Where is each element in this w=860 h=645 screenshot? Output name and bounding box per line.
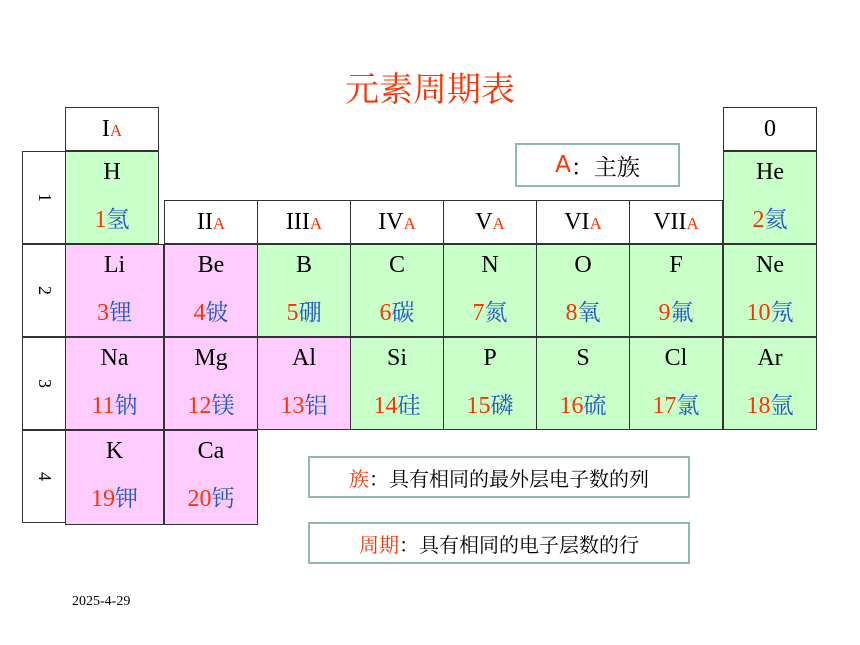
element-cell-ca [164,430,258,525]
group-suffix: A [309,214,323,233]
slide-date: 2025-4-29 [72,594,131,609]
atomic-number: 1 [94,207,107,233]
element-symbol: Ar [757,345,783,371]
period-label-4: 4 [22,430,66,523]
atomic-number: 2 [752,207,765,233]
atomic-number: 4 [193,300,206,326]
definition-text: ：具有相同的电子层数的行 [399,532,639,557]
element-cell-s [536,337,630,430]
group-roman: II [196,208,213,235]
element-symbol: N [481,252,499,278]
element-symbol: H [103,159,121,185]
element-symbol: Mg [194,345,228,371]
element-symbol: Cl [664,345,688,371]
period-label-2: 2 [22,244,66,337]
group-suffix: A [589,214,602,233]
group-header-2a [164,200,258,244]
period-label-3: 3 [22,337,66,430]
group-roman: V [475,208,493,235]
atomic-number: 3 [97,300,109,326]
group-header-6a [536,200,630,244]
element-name: 钙 [211,486,235,512]
group-header-0 [723,107,817,151]
element-symbol: He [756,159,784,185]
group-roman: I [101,115,110,142]
atomic-number: 14 [373,393,398,419]
element-symbol: Na [100,345,129,371]
definition-term: 族 [349,466,369,491]
atomic-number: 13 [280,393,305,419]
atomic-number: 8 [565,300,578,326]
atomic-number: 9 [658,300,671,326]
element-name: 氧 [577,300,601,326]
element-cell-he [723,151,817,244]
element-symbol: Be [197,252,225,278]
element-cell-si [350,337,444,430]
group-header-7a [629,200,723,244]
element-cell-c [350,244,444,337]
element-cell-n [443,244,537,337]
element-cell-o [536,244,630,337]
element-symbol: B [295,252,312,278]
element-symbol: Li [103,252,126,278]
element-cell-f [629,244,723,337]
element-cell-li [65,244,164,337]
group-suffix: A [212,214,226,233]
period-definition-box [308,522,690,564]
element-name: 氢 [106,207,130,233]
element-symbol: Ne [756,252,784,278]
legend-text: ：主族 [570,154,640,181]
element-name: 氮 [484,300,508,326]
group-suffix: A [403,214,416,233]
element-cell-ar [723,337,817,430]
element-name: 钾 [115,486,138,512]
element-name: 钠 [114,393,138,419]
element-symbol: K [105,438,124,464]
element-name: 硼 [298,300,322,326]
element-name: 磷 [490,393,514,419]
element-name: 氩 [770,393,794,419]
definition-term: 周期 [359,532,399,557]
element-cell-b [257,244,351,337]
period-label-1: 1 [22,151,66,244]
legend-key: A [555,152,571,178]
atomic-number: 6 [379,300,392,326]
atomic-number: 11 [91,393,115,419]
element-name: 镁 [211,393,235,419]
atomic-number: 15 [466,393,491,419]
atomic-number: 5 [286,300,299,326]
group-header-3a [257,200,351,244]
atomic-number: 18 [746,393,771,419]
group-roman: 0 [764,115,776,142]
element-name: 铍 [205,300,229,326]
element-cell-cl [629,337,723,430]
atomic-number: 7 [472,300,485,326]
element-symbol: F [669,252,683,278]
element-name: 碳 [391,300,415,326]
element-symbol: Ca [197,438,225,464]
element-name: 氦 [764,207,788,233]
atomic-number: 16 [559,393,584,419]
element-cell-be [164,244,258,337]
element-cell-na [65,337,164,430]
element-name: 硅 [397,393,421,419]
element-cell-al [257,337,351,430]
element-name: 氟 [670,300,694,326]
element-name: 硫 [583,393,607,419]
group-roman: IV [378,208,404,235]
element-name: 氖 [770,300,794,326]
group-header-5a [443,200,537,244]
element-cell-p [443,337,537,430]
element-cell-h [65,151,159,244]
element-symbol: O [574,252,592,278]
group-roman: III [285,208,310,235]
element-name: 氯 [676,393,700,419]
definition-text: ：具有相同的最外层电子数的列 [369,466,649,491]
element-symbol: Al [292,345,316,371]
element-cell-ne [723,244,817,337]
atomic-number: 12 [187,393,212,419]
element-symbol: Si [386,345,407,371]
group-suffix: A [686,214,699,233]
element-name: 铝 [304,393,328,419]
atomic-number: 19 [91,486,115,512]
group-suffix: A [492,214,505,233]
atomic-number: 20 [187,486,212,512]
element-cell-mg [164,337,258,430]
element-symbol: S [576,345,590,371]
page-title: 元素周期表 [345,70,515,110]
group-header-1a [65,107,159,151]
element-symbol: P [483,345,497,371]
atomic-number: 17 [652,393,677,419]
main-group-legend [515,143,680,187]
group-suffix: A [109,121,123,140]
element-symbol: C [388,252,405,278]
group-roman: VII [653,208,687,235]
atomic-number: 10 [746,300,771,326]
group-definition-box [308,456,690,498]
element-cell-k [65,430,164,525]
group-roman: VI [564,208,590,235]
group-header-4a [350,200,444,244]
element-name: 锂 [109,300,132,326]
